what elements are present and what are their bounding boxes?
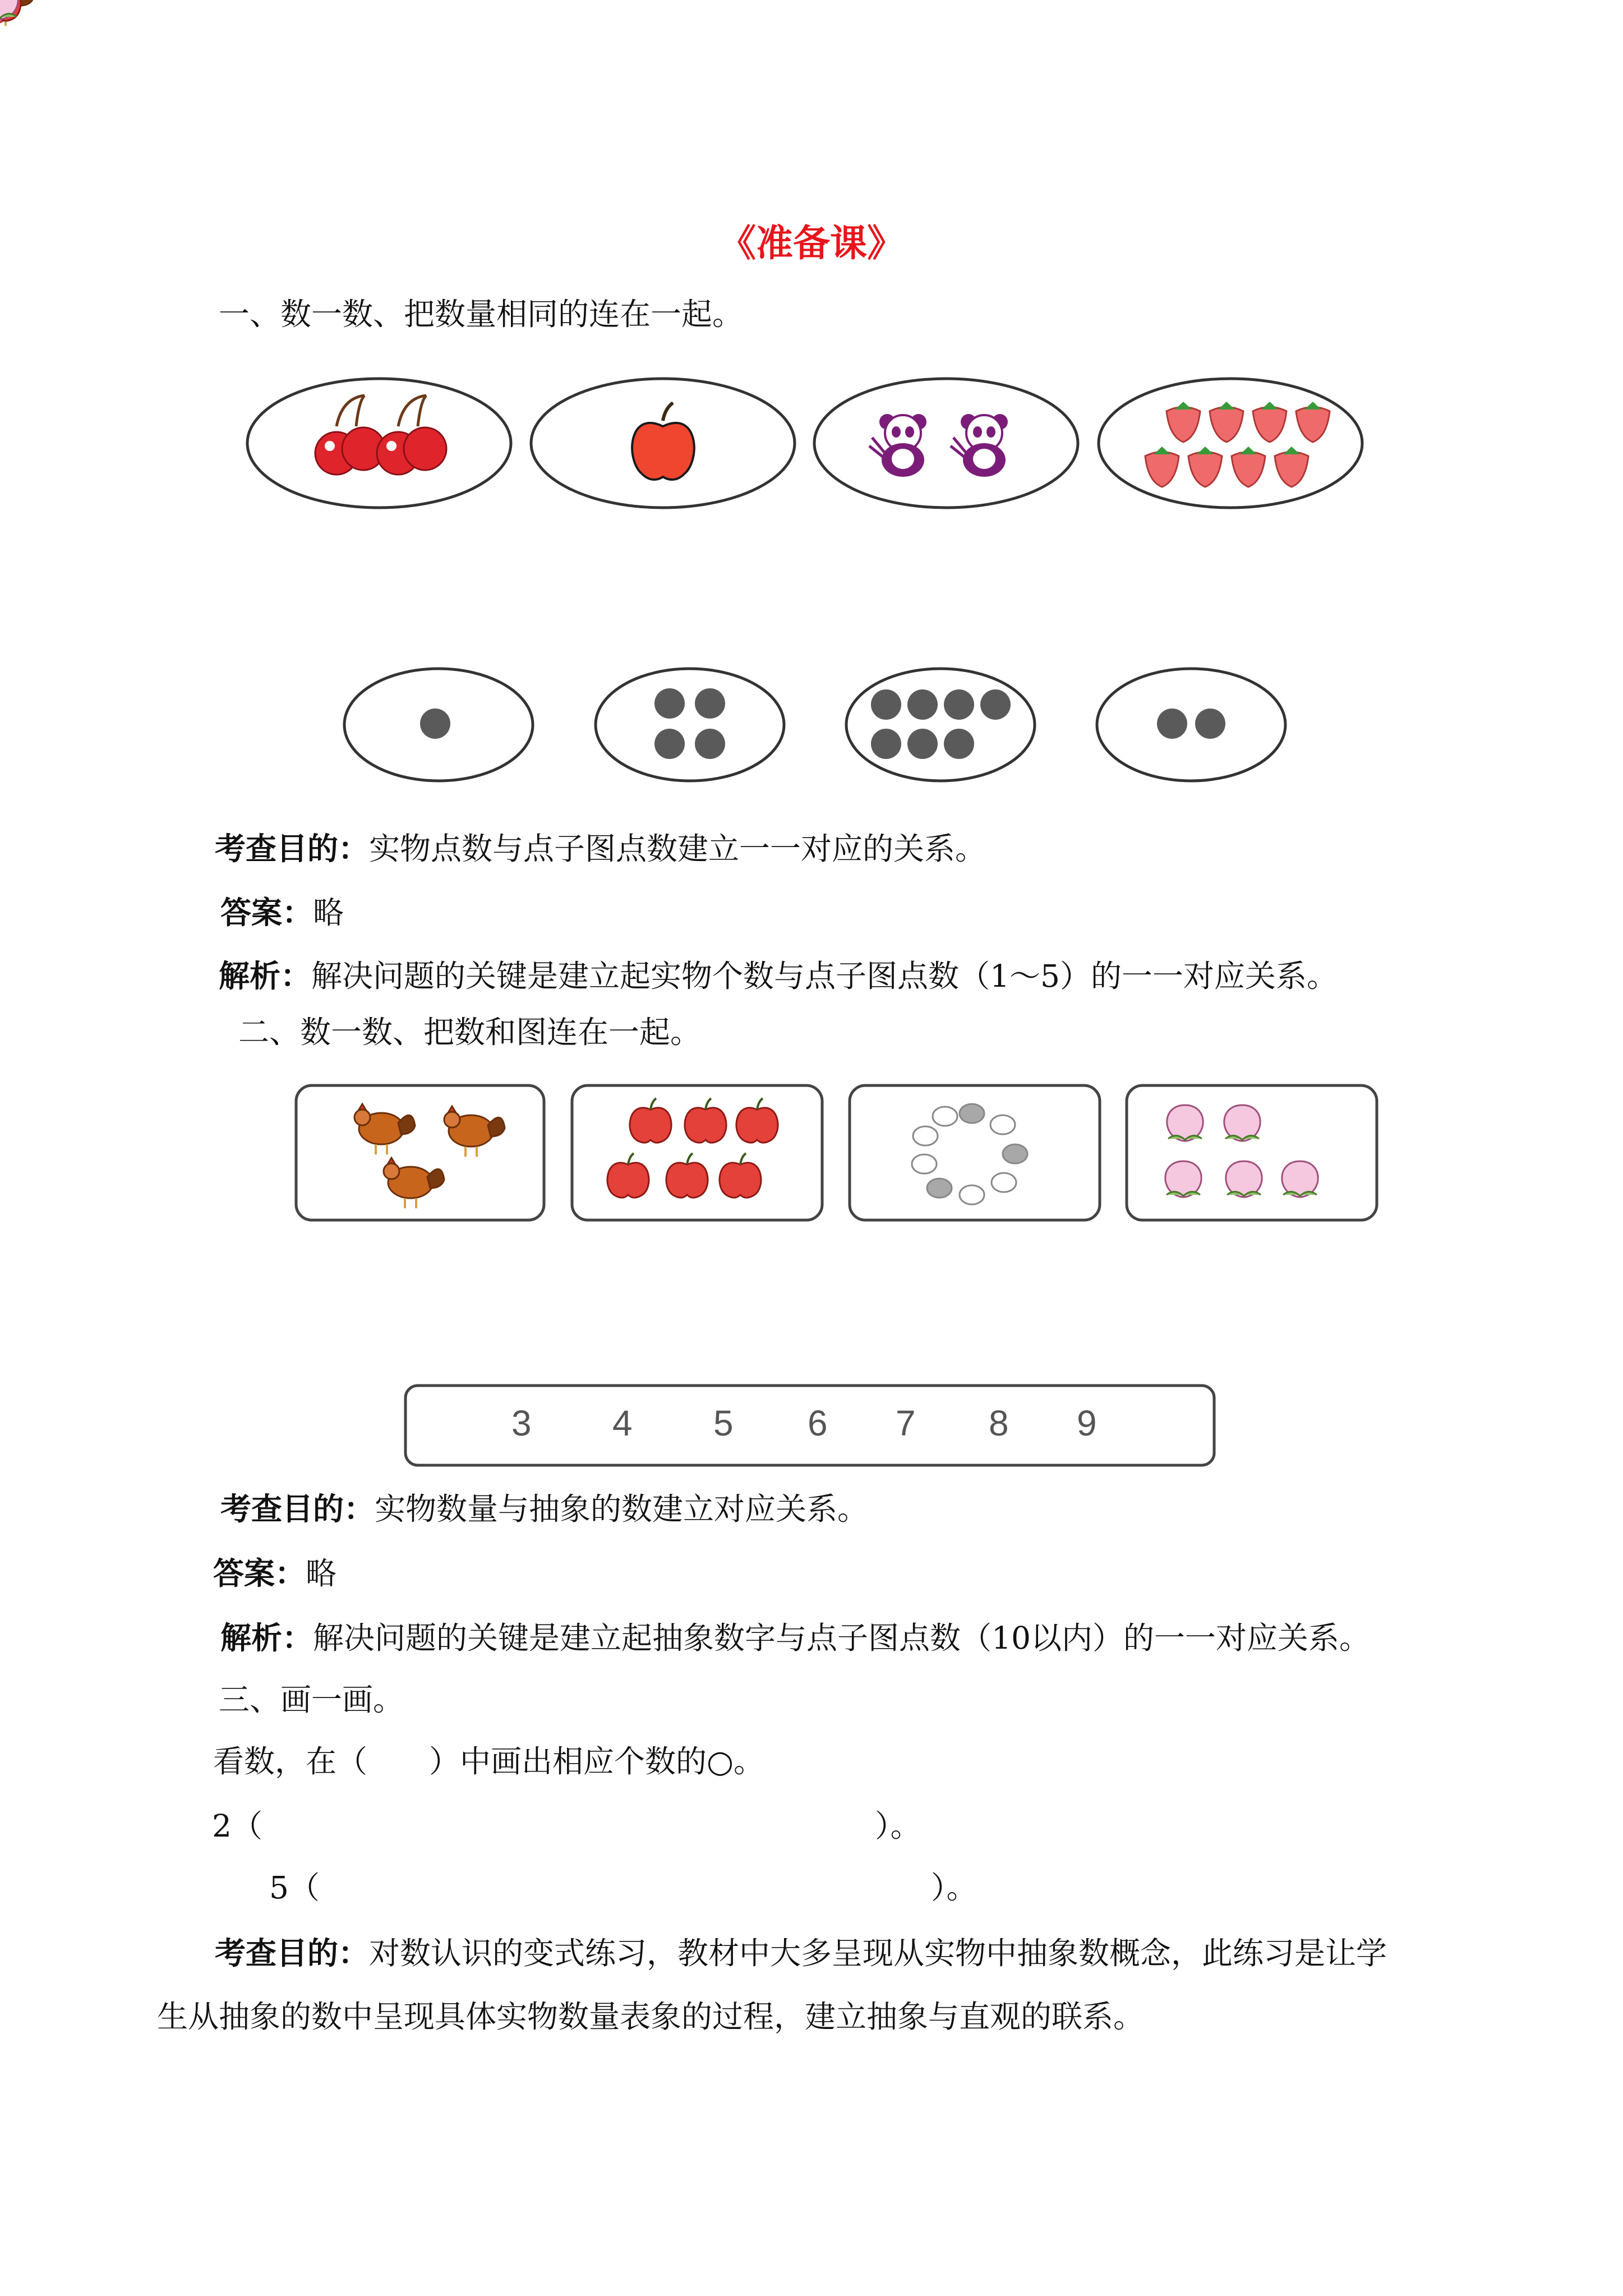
s3-item2-close: ）。 (931, 1870, 978, 1906)
s3-item1-open: 2（ (212, 1808, 262, 1844)
picture-box-4 (1127, 1085, 1377, 1220)
s2-answer-label: 答案： (213, 1555, 306, 1591)
s2-analysis (220, 1618, 1370, 1658)
number-9[interactable]: 9 (1077, 1403, 1097, 1443)
dot-oval-2 (596, 669, 784, 781)
section3-heading: 三、画一画。 (219, 1682, 404, 1718)
s1-answer-label: 答案： (220, 894, 313, 931)
dot-oval-4 (1097, 669, 1285, 781)
s2-purpose-label: 考查目的： (220, 1490, 375, 1527)
s2-analysis-text: 解决问题的关键是建立起抽象数字与点子图点数（10以内）的一一对应关系。 (313, 1620, 1371, 1656)
s1-answer (220, 893, 344, 932)
section2-heading: 二、数一数、把数和图连在一起。 (238, 1014, 702, 1050)
s2-purpose-text: 实物数量与抽象的数建立对应关系。 (375, 1491, 869, 1527)
section1-heading: 一、数一数、把数量相同的连在一起。 (219, 296, 744, 332)
number-6[interactable]: 6 (808, 1403, 828, 1443)
s1-purpose-label: 考查目的： (215, 830, 370, 867)
number-5[interactable]: 5 (713, 1403, 734, 1443)
cherry-icon (315, 395, 446, 475)
s2-answer-text: 略 (306, 1556, 337, 1591)
number-8[interactable]: 8 (989, 1403, 1009, 1443)
s2-purpose (220, 1489, 868, 1529)
s1-analysis (219, 956, 1338, 996)
s1-answer-text: 略 (313, 895, 344, 931)
page-title: 《准备课》 (719, 221, 904, 265)
picture-oval-4 (1099, 379, 1362, 508)
number-3[interactable]: 3 (511, 1403, 532, 1443)
apple-icon (632, 403, 694, 480)
dot-oval-3 (846, 669, 1035, 781)
section3-instruction: 看数，在（ ）中画出相应个数的○。 (213, 1743, 764, 1779)
s3-item2-open: 5（ (269, 1870, 320, 1906)
s3-purpose-text-1: 对数认识的变式练习，教材中大多呈现从实物中抽象数概念，此练习是让学 (369, 1935, 1387, 1971)
s3-purpose-line1 (215, 1934, 1387, 1973)
s1-analysis-label: 解析： (219, 958, 312, 994)
picture-box-1 (296, 1085, 544, 1220)
bead-ring-icon (912, 1104, 1027, 1204)
s1-analysis-text: 解决问题的关键是建立起实物个数与点子图点数（1～5）的一一对应关系。 (311, 958, 1338, 994)
picture-box-2 (572, 1085, 822, 1220)
s2-answer (213, 1554, 336, 1593)
number-4[interactable]: 4 (612, 1403, 633, 1443)
number-7[interactable]: 7 (896, 1403, 916, 1443)
s1-purpose (215, 829, 986, 868)
panda-icon (869, 414, 1008, 477)
picture-oval-3 (814, 379, 1078, 508)
s3-purpose-line2: 生从抽象的数中呈现具体实物数量表象的过程，建立抽象与直观的联系。 (157, 1999, 1145, 2035)
s2-analysis-label: 解析： (220, 1619, 313, 1656)
s1-purpose-text: 实物点数与点子图点数建立一一对应的关系。 (369, 831, 986, 867)
s3-purpose-label: 考查目的： (215, 1935, 370, 1971)
s3-item1-close: ）。 (875, 1808, 921, 1844)
